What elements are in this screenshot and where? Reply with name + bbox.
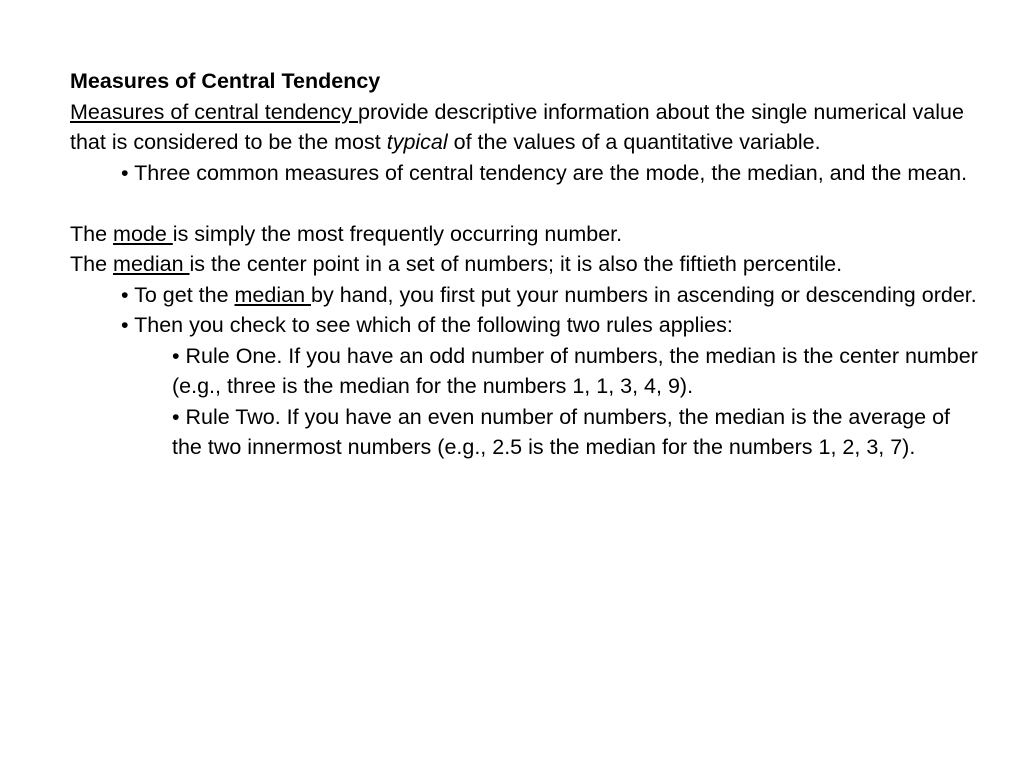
mode-prefix: The — [70, 221, 114, 246]
rule-two: • Rule Two. If you have an even number of numbers, the median is the average of the two innermost numbers (e.g., 2.5 is the median for the numbers 1, 2, 3, 7). — [172, 404, 950, 459]
spacer — [70, 188, 980, 219]
rule-one: • Rule One. If you have an odd number of numbers, the median is the center number (e.g., three is the median for the numbers 1, 1, 3, 4, 9). — [172, 343, 978, 398]
slide-title: Measures of Central Tendency — [70, 69, 381, 93]
slide-content — [70, 66, 980, 463]
bullet-median-by-hand — [121, 280, 980, 311]
bullet-common-measures: • Three common measures of central tendency are the mode, the median, and the mean. — [121, 160, 968, 185]
intro-italic: typical — [386, 130, 448, 154]
median-rest: is the center point in a set of numbers; it is also the fiftieth percentile. — [189, 252, 843, 276]
mode-definition — [70, 219, 980, 250]
mode-rest: is simply the most frequently occurring number. — [172, 221, 623, 246]
median-prefix: The — [70, 252, 114, 276]
median-definition — [70, 249, 980, 280]
median-term: median — [113, 252, 190, 276]
mode-term: mode — [113, 221, 173, 246]
intro-term: Measures of central tendency — [70, 99, 359, 124]
hand-term: median — [234, 282, 312, 307]
intro-paragraph — [70, 97, 980, 158]
bullet-check-rules: • Then you check to see which of the following two rules applies: — [121, 313, 733, 337]
hand-rest: by hand, you first put your numbers in ascending or descending order. — [311, 282, 977, 307]
hand-prefix: • To get the — [121, 282, 235, 307]
intro-text-1: provide descriptive information about the single numerical value that is considered to be the most — [70, 99, 964, 154]
intro-text-2: of the values of a quantitative variable. — [447, 130, 821, 154]
